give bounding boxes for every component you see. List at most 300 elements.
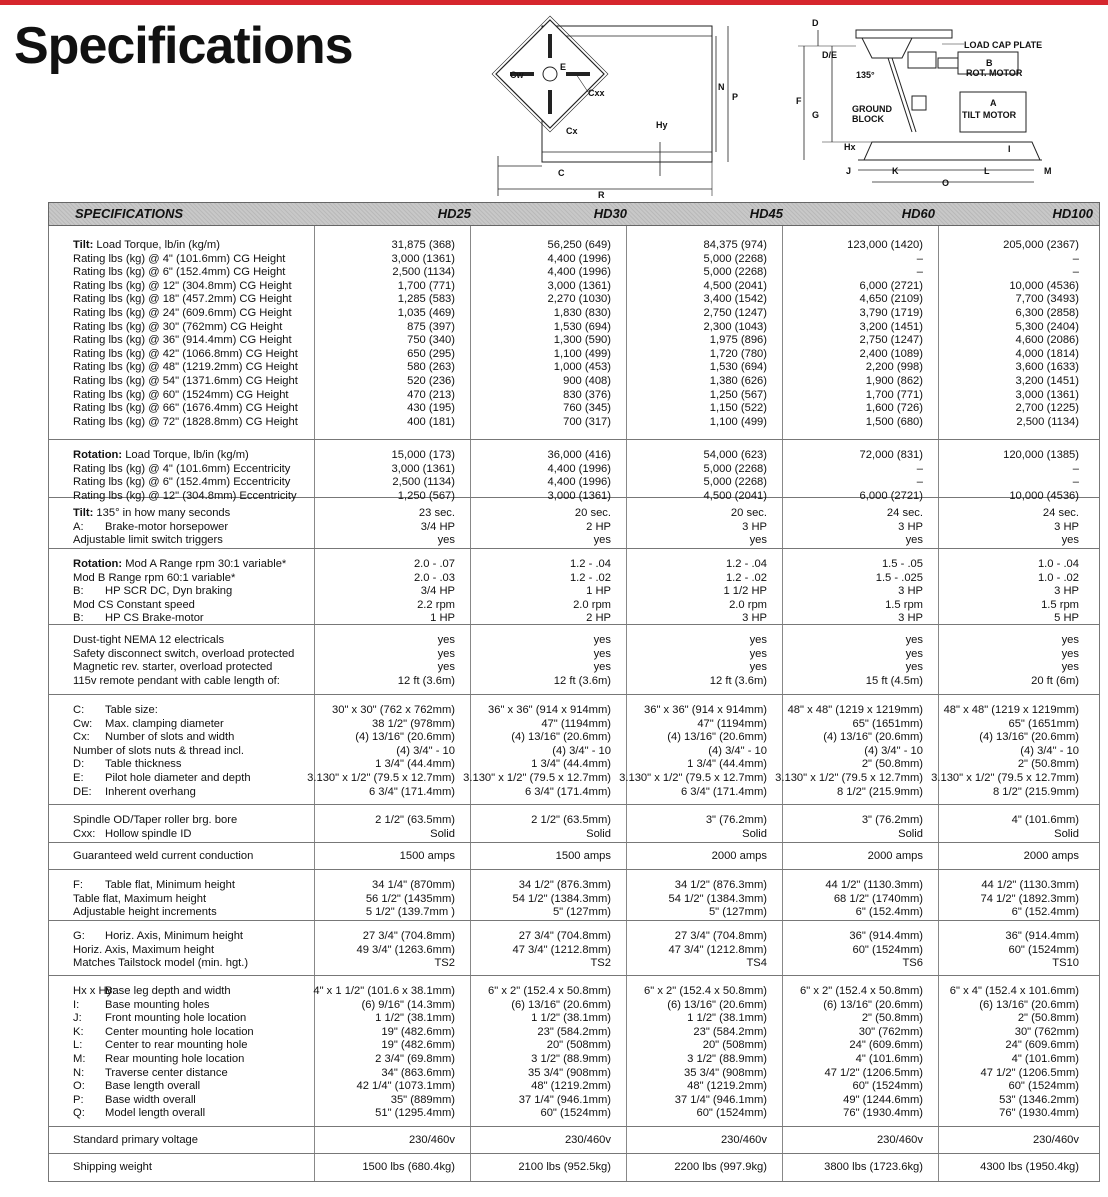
spec-label [105,929,243,943]
spec-value-hd25: 580 (263) [407,361,455,374]
spec-value-hd100: 10,000 (4536) [1009,489,1079,502]
spec-label [105,878,235,892]
spec-value-hd60: 1.5 rpm [885,598,923,611]
spec-row [49,347,1101,361]
spec-value-hd100: TS10 [1052,957,1079,970]
spec-label [73,905,217,919]
spec-value-hd100: 120,000 (1385) [1003,449,1079,461]
spec-label [105,730,234,744]
side-view-diagram [792,12,1062,194]
spec-label [73,333,292,347]
spec-value-hd100: 24 sec. [1042,507,1079,519]
spec-label-text: Load Torque, lb/in (kg/m) [122,449,249,461]
spec-group-title: Rotation: [73,558,123,570]
spec-value-hd60: 30" (762mm) [858,1025,923,1038]
spec-value-hd25: 1 1/2" (38.1mm) [375,1012,455,1025]
spec-label-text: Number of slots and width [105,731,235,744]
spec-value-hd30: 20 sec. [574,507,611,519]
spec-value-hd100: 5,300 (2404) [1015,320,1079,333]
spec-value-hd30: 4,400 (1996) [547,476,611,489]
spec-value-hd45: TS4 [746,957,767,970]
spec-value-hd100: yes [1061,647,1079,660]
spec-row [49,238,1101,252]
spec-label-text: Rating lbs (kg) @ 6" (152.4mm) Eccentricity [73,476,291,489]
spec-section [48,1154,1100,1182]
spec-value-hd25: 5 1/2" (139.7mm ) [365,906,455,919]
spec-value-hd45: 2.0 rpm [729,598,767,611]
spec-value-hd100: – [1072,476,1079,489]
spec-value-hd45: 3.130" x 1/2" (79.5 x 12.7mm) [619,772,767,784]
spec-label [73,813,237,827]
spec-label-text: Brake-motor horsepower [105,520,229,533]
spec-value-hd45: 47" (1194mm) [697,717,767,730]
spec-value-hd45: 1.2 - .02 [725,571,767,584]
spec-label [73,1160,152,1174]
spec-value-hd60: 3.130" x 1/2" (79.5 x 12.7mm) [775,772,923,784]
spec-value-hd45: 3" (76.2mm) [705,814,767,826]
spec-value-hd60: yes [905,647,923,660]
spec-value-hd30: 27 3/4" (704.8mm) [518,930,611,942]
spec-row [49,374,1101,388]
spec-row [49,998,1101,1012]
spec-label-text: Pilot hole diameter and depth [105,772,251,784]
spec-label-text: Traverse center distance [105,1066,228,1079]
model-header-hd60: HD60 [901,206,935,221]
spec-value-hd30: 230/460v [564,1134,611,1146]
spec-value-hd25: 6 3/4" (171.4mm) [368,785,455,798]
spec-value-hd60: 3 HP [898,520,923,533]
spec-value-hd30: 1,100 (499) [553,347,611,360]
spec-label-text: 135° in how many seconds [93,507,231,519]
spec-label [105,611,204,625]
spec-label-text: Center to rear mounting hole [105,1039,248,1052]
spec-label [73,598,195,612]
spec-row [49,448,1101,462]
spec-value-hd100: 230/460v [1032,1134,1079,1146]
spec-prefix: B: [73,585,84,598]
spec-value-hd45: 20 sec. [730,507,767,519]
spec-value-hd100: 3,200 (1451) [1015,375,1079,387]
spec-value-hd30: TS2 [590,957,611,970]
spec-value-hd25: 1,250 (567) [397,489,455,502]
spec-value-hd30: 1,300 (590) [553,334,611,347]
spec-row [49,1011,1101,1025]
spec-row [49,320,1101,334]
spec-row [49,611,1101,625]
spec-value-hd100: 2" (50.8mm) [1017,1012,1079,1025]
top-red-bar [0,0,1108,5]
spec-value-hd25: 35" (889mm) [390,1093,455,1106]
spec-label [73,475,290,489]
spec-value-hd25: 51" (1295.4mm) [375,1107,455,1120]
spec-value-hd30: yes [593,647,611,660]
spec-value-hd25: 1,035 (469) [397,307,455,319]
spec-label-text: Number of slots nuts & thread incl. [73,744,244,757]
spec-label [73,279,292,293]
spec-label-text: Center mounting hole location [105,1025,254,1038]
spec-prefix: Cw: [73,717,93,730]
spec-value-hd30: 2 HP [586,520,611,533]
spec-value-hd60: 230/460v [876,1134,923,1146]
spec-value-hd45: (4) 13/16" (20.6mm) [667,731,767,744]
spec-value-hd60: 1,900 (862) [865,375,923,387]
spec-value-hd60: 3,200 (1451) [859,320,923,333]
dim-n: N [718,82,725,92]
spec-value-hd25: 2,500 (1134) [392,266,455,279]
spec-value-hd30: 1,830 (830) [553,307,611,319]
spec-value-hd45: 3 HP [742,612,767,625]
spec-label-text: Dust-tight NEMA 12 electricals [73,634,225,646]
spec-prefix: A: [73,520,84,533]
spec-value-hd100: 1.0 - .02 [1037,571,1079,584]
spec-group-title: Tilt: [73,507,94,519]
table-title: SPECIFICATIONS [75,206,184,221]
spec-label-text: Adjustable limit switch triggers [73,534,223,547]
spec-label [73,633,224,647]
spec-value-hd25: (4) 13/16" (20.6mm) [355,731,455,744]
spec-row [49,771,1101,785]
spec-value-hd45: 3 HP [742,520,767,533]
spec-value-hd30: 1500 amps [555,850,611,862]
spec-label [105,717,224,731]
dim-p: P [732,92,739,102]
spec-value-hd45: 2000 amps [711,850,767,862]
spec-value-hd100: 2,700 (1225) [1015,402,1079,415]
spec-label [73,943,214,957]
spec-label [73,306,292,320]
spec-value-hd30: 1 HP [586,585,611,598]
spec-value-hd25: 3/4 HP [420,585,455,598]
spec-value-hd25: 2,500 (1134) [392,476,455,489]
spec-value-hd25: 2 3/4" (69.8mm) [375,1053,455,1065]
spec-row [49,415,1101,429]
spec-value-hd30: 37 1/4" (946.1mm) [518,1093,611,1106]
spec-value-hd60: – [916,476,923,489]
spec-row [49,943,1101,957]
spec-value-hd45: 54 1/2" (1384.3mm) [668,892,767,905]
spec-label-text: Rating lbs (kg) @ 4" (101.6mm) Eccentricity [73,462,291,475]
spec-value-hd60: – [916,266,923,279]
spec-label-text: Rating lbs (kg) @ 24" (609.6mm) CG Height [73,307,292,319]
spec-value-hd25: 3.130" x 1/2" (79.5 x 12.7mm) [307,772,455,784]
spec-value-hd100: 74 1/2" (1892.3mm) [980,892,1079,905]
spec-value-hd30: 2,270 (1030) [547,293,611,306]
spec-value-hd45: 1,530 (694) [709,361,767,374]
spec-label-text: HP CS Brake-motor [105,612,204,625]
spec-value-hd60: 48" x 48" (1219 x 1219mm) [787,704,923,716]
ground-label: GROUND [852,104,892,114]
spec-label-text: Table thickness [105,758,182,771]
spec-label [105,1093,196,1107]
spec-label [105,1052,244,1066]
spec-value-hd25: 23 sec. [418,507,455,519]
spec-row [49,584,1101,598]
spec-prefix: G: [73,930,85,942]
spec-value-hd100: 1.5 rpm [1041,598,1079,611]
spec-section [48,843,1100,870]
spec-value-hd100: 30" (762mm) [1014,1025,1079,1038]
spec-value-hd25: 3,000 (1361) [391,252,455,265]
spec-value-hd100: 44 1/2" (1130.3mm) [981,879,1079,891]
spec-value-hd25: 42 1/4" (1073.1mm) [356,1080,455,1093]
spec-value-hd100: – [1072,266,1079,279]
spec-value-hd45: 1,250 (567) [709,388,767,401]
spec-value-hd60: 3,790 (1719) [859,307,923,319]
spec-value-hd45: (6) 13/16" (20.6mm) [667,998,767,1011]
spec-value-hd25: 30" x 30" (762 x 762mm) [332,704,455,716]
spec-section [48,549,1100,625]
spec-row [49,1052,1101,1066]
spec-value-hd25: 2.2 rpm [417,598,455,611]
spec-label [105,984,231,998]
spec-label-text: Adjustable height increments [73,906,217,919]
spec-value-hd60: 6" x 2" (152.4 x 50.8mm) [800,985,923,997]
spec-section [48,1127,1100,1154]
spec-value-hd45: (4) 3/4" - 10 [708,744,767,757]
spec-label-text: Horiz. Axis, Minimum height [105,930,244,942]
spec-group-title: Rotation: [73,449,123,461]
spec-value-hd45: 4,500 (2041) [703,279,767,292]
spec-value-hd60: 3 HP [898,585,923,598]
spec-value-hd100: 47 1/2" (1206.5mm) [980,1066,1079,1079]
spec-value-hd30: 760 (345) [563,402,611,415]
spec-value-hd60: 1,600 (726) [865,402,923,415]
spec-value-hd100: (4) 3/4" - 10 [1020,744,1079,757]
spec-label-text: Mod A Range rpm 30:1 variable* [122,558,287,570]
spec-label [73,647,294,661]
spec-label-text: Rating lbs (kg) @ 54" (1371.6mm) CG Height [73,375,298,387]
spec-value-hd30: 900 (408) [563,375,611,387]
spec-value-hd25: 230/460v [408,1134,455,1146]
spec-value-hd25: 875 (397) [407,320,455,333]
spec-value-hd45: 4,500 (2041) [703,489,767,502]
spec-label [73,892,206,906]
spec-label-text: Rating lbs (kg) @ 4" (101.6mm) CG Height [73,252,286,265]
spec-label-text: Table flat, Minimum height [105,879,235,891]
spec-label-text: Model length overall [105,1107,206,1120]
spec-value-hd100: 2,500 (1134) [1016,415,1079,428]
spec-row [49,265,1101,279]
spec-label [73,265,285,279]
rot-motor-label: ROT. MOTOR [966,68,1023,78]
spec-row [49,571,1101,585]
spec-value-hd100: 3 HP [1054,585,1079,598]
spec-value-hd25: 470 (213) [407,388,455,401]
spec-row [49,703,1101,717]
spec-prefix: D: [73,758,85,771]
spec-label-text: Table size: [105,704,158,716]
spec-row [49,533,1101,547]
spec-prefix: Q: [73,1107,85,1120]
spec-value-hd100: – [1072,252,1079,265]
spec-value-hd45: 1 3/4" (44.4mm) [687,758,767,771]
spec-prefix: Cx: [73,731,90,744]
spec-value-hd45: 1 1/2 HP [723,585,767,598]
spec-value-hd100: 6" x 4" (152.4 x 101.6mm) [949,985,1079,997]
spec-label-text: Mod CS Constant speed [73,598,195,611]
spec-label [73,533,223,547]
spec-row [49,360,1101,374]
spec-row [49,1093,1101,1107]
spec-value-hd45: Solid [742,827,767,840]
spec-value-hd25: 38 1/2" (978mm) [372,717,455,730]
spec-label-text: Rating lbs (kg) @ 6" (152.4mm) CG Height [73,266,286,279]
spec-label-text: Base leg depth and width [105,985,231,997]
spec-label [73,388,289,402]
spec-value-hd60: (4) 13/16" (20.6mm) [823,731,923,744]
spec-value-hd100: yes [1061,661,1079,674]
spec-value-hd45: 1.2 - .04 [725,558,767,570]
spec-value-hd25: 31,875 (368) [391,239,455,251]
spec-value-hd100: 7,700 (3493) [1015,293,1079,306]
spec-value-hd60: 3800 lbs (1723.6kg) [824,1161,923,1173]
dim-cxx: Cxx [588,88,605,98]
spec-value-hd25: 1,700 (771) [397,279,455,292]
spec-value-hd60: 3 HP [898,612,923,625]
spec-value-hd25: (4) 3/4" - 10 [396,744,455,757]
spec-value-hd100: 2" (50.8mm) [1017,758,1079,771]
spec-value-hd60: 24" (609.6mm) [849,1039,923,1052]
top-view-diagram [480,6,750,202]
spec-label-text: Horiz. Axis, Maximum height [73,943,215,956]
spec-value-hd30: 23" (584.2mm) [537,1025,611,1038]
spec-value-hd25: 520 (236) [407,375,455,387]
spec-value-hd30: Solid [586,827,611,840]
spec-row [49,674,1101,688]
spec-label [105,1025,254,1039]
spec-value-hd100: 3.130" x 1/2" (79.5 x 12.7mm) [931,772,1079,784]
spec-label-text: Rear mounting hole location [105,1053,245,1065]
spec-value-hd60: TS6 [902,957,923,970]
spec-label-text: Shipping weight [73,1161,152,1173]
spec-row [49,557,1101,571]
spec-value-hd100: 4300 lbs (1950.4kg) [980,1161,1079,1173]
spec-value-hd25: 15,000 (173) [391,449,455,461]
spec-value-hd45: 2,300 (1043) [703,320,767,333]
spec-row [49,598,1101,612]
spec-value-hd60: 72,000 (831) [859,449,923,461]
spec-row [49,813,1101,827]
spec-value-hd100: 20 ft (6m) [1031,674,1079,687]
spec-label-text: Spindle OD/Taper roller brg. bore [73,814,238,826]
spec-label-text: Base mounting holes [105,998,210,1011]
spec-value-hd100: 65" (1651mm) [1008,717,1079,730]
spec-row [49,892,1101,906]
spec-value-hd25: yes [437,661,455,674]
spec-value-hd60: 68 1/2" (1740mm) [833,892,923,905]
spec-value-hd30: 700 (317) [563,415,611,428]
spec-value-hd60: 2,400 (1089) [859,347,923,360]
spec-value-hd60: 44 1/2" (1130.3mm) [825,879,923,891]
spec-value-hd45: 5,000 (2268) [703,462,767,475]
spec-value-hd25: 34 1/4" (870mm) [372,879,455,891]
spec-label [73,660,272,674]
spec-value-hd25: 2 1/2" (63.5mm) [375,814,455,826]
spec-value-hd60: yes [905,534,923,547]
spec-value-hd45: 5,000 (2268) [703,476,767,489]
spec-value-hd60: 4,650 (2109) [859,293,923,306]
motor-a-label: A [990,98,997,108]
spec-value-hd45: 1,975 (896) [709,334,767,347]
spec-label-text: Hollow spindle ID [105,827,192,840]
spec-value-hd60: 24 sec. [886,507,923,519]
model-header-hd100: HD100 [1052,206,1093,221]
spec-label [105,584,232,598]
spec-row [49,744,1101,758]
dim-c: C [558,168,565,178]
spec-value-hd30: 4,400 (1996) [547,266,611,279]
spec-value-hd25: 12 ft (3.6m) [397,674,455,687]
spec-value-hd60: 2" (50.8mm) [861,1012,923,1025]
spec-row [49,878,1101,892]
spec-value-hd25: yes [437,534,455,547]
spec-value-hd100: 48" x 48" (1219 x 1219mm) [943,704,1079,716]
spec-label-text: Standard primary voltage [73,1134,198,1146]
spec-label-text: Rating lbs (kg) @ 60" (1524mm) CG Height [73,388,289,401]
spec-row [49,388,1101,402]
spec-value-hd30: 3 1/2" (88.9mm) [531,1053,611,1065]
spec-label [73,415,298,429]
spec-value-hd100: 2000 amps [1023,850,1079,862]
dim-cw: Cw [510,70,524,80]
spec-value-hd100: yes [1061,634,1079,646]
spec-row [49,660,1101,674]
spec-value-hd30: 54 1/2" (1384.3mm) [512,892,611,905]
spec-value-hd45: 6" x 2" (152.4 x 50.8mm) [644,985,767,997]
dim-hx: Hx [844,142,856,152]
spec-value-hd25: Solid [430,827,455,840]
spec-value-hd45: 5,000 (2268) [703,266,767,279]
spec-value-hd25: 19" (482.6mm) [381,1039,455,1052]
spec-value-hd100: 4,000 (1814) [1015,347,1079,360]
spec-value-hd60: 49" (1244.6mm) [843,1093,923,1106]
spec-label [73,557,286,571]
spec-value-hd60: 2000 amps [867,850,923,862]
spec-value-hd45: 1,380 (626) [709,375,767,387]
spec-value-hd25: 1,285 (583) [397,293,455,306]
spec-value-hd25: yes [437,634,455,646]
dim-f: F [796,96,802,106]
spec-value-hd25: 3,000 (1361) [391,462,455,475]
spec-value-hd45: 36" x 36" (914 x 914mm) [644,704,767,716]
spec-value-hd25: 27 3/4" (704.8mm) [362,930,455,942]
spec-value-hd100: 53" (1346.2mm) [999,1093,1079,1106]
spec-label-text: Rating lbs (kg) @ 72" (1828.8mm) CG Height [73,415,298,428]
spec-value-hd100: 4,600 (2086) [1015,334,1079,347]
spec-value-hd30: 12 ft (3.6m) [553,674,611,687]
spec-label-text: Magnetic rev. starter, overload protected [73,661,273,674]
spec-value-hd30: 3,000 (1361) [547,279,611,292]
spec-label-text: Matches Tailstock model (min. hgt.) [73,957,249,970]
spec-value-hd100: Solid [1054,827,1079,840]
spec-row [49,475,1101,489]
spec-label [105,1106,205,1120]
spec-value-hd100: yes [1061,534,1079,547]
spec-value-hd100: 1.0 - .04 [1037,558,1079,570]
spec-value-hd45: 1 1/2" (38.1mm) [687,1012,767,1025]
spec-value-hd30: 1.2 - .02 [569,571,611,584]
spec-label-text: Rating lbs (kg) @ 12" (304.8mm) Eccentricity [73,489,297,502]
spec-prefix: B: [73,612,84,625]
spec-value-hd100: – [1072,462,1079,475]
spec-value-hd30: 3,000 (1361) [547,489,611,502]
spec-label [105,1011,246,1025]
spec-value-hd25: 1500 lbs (680.4kg) [362,1161,455,1173]
spec-value-hd45: 5" (127mm) [708,906,767,919]
model-header-hd25: HD25 [437,206,471,221]
spec-value-hd45: 27 3/4" (704.8mm) [674,930,767,942]
dim-d: D [812,18,819,28]
